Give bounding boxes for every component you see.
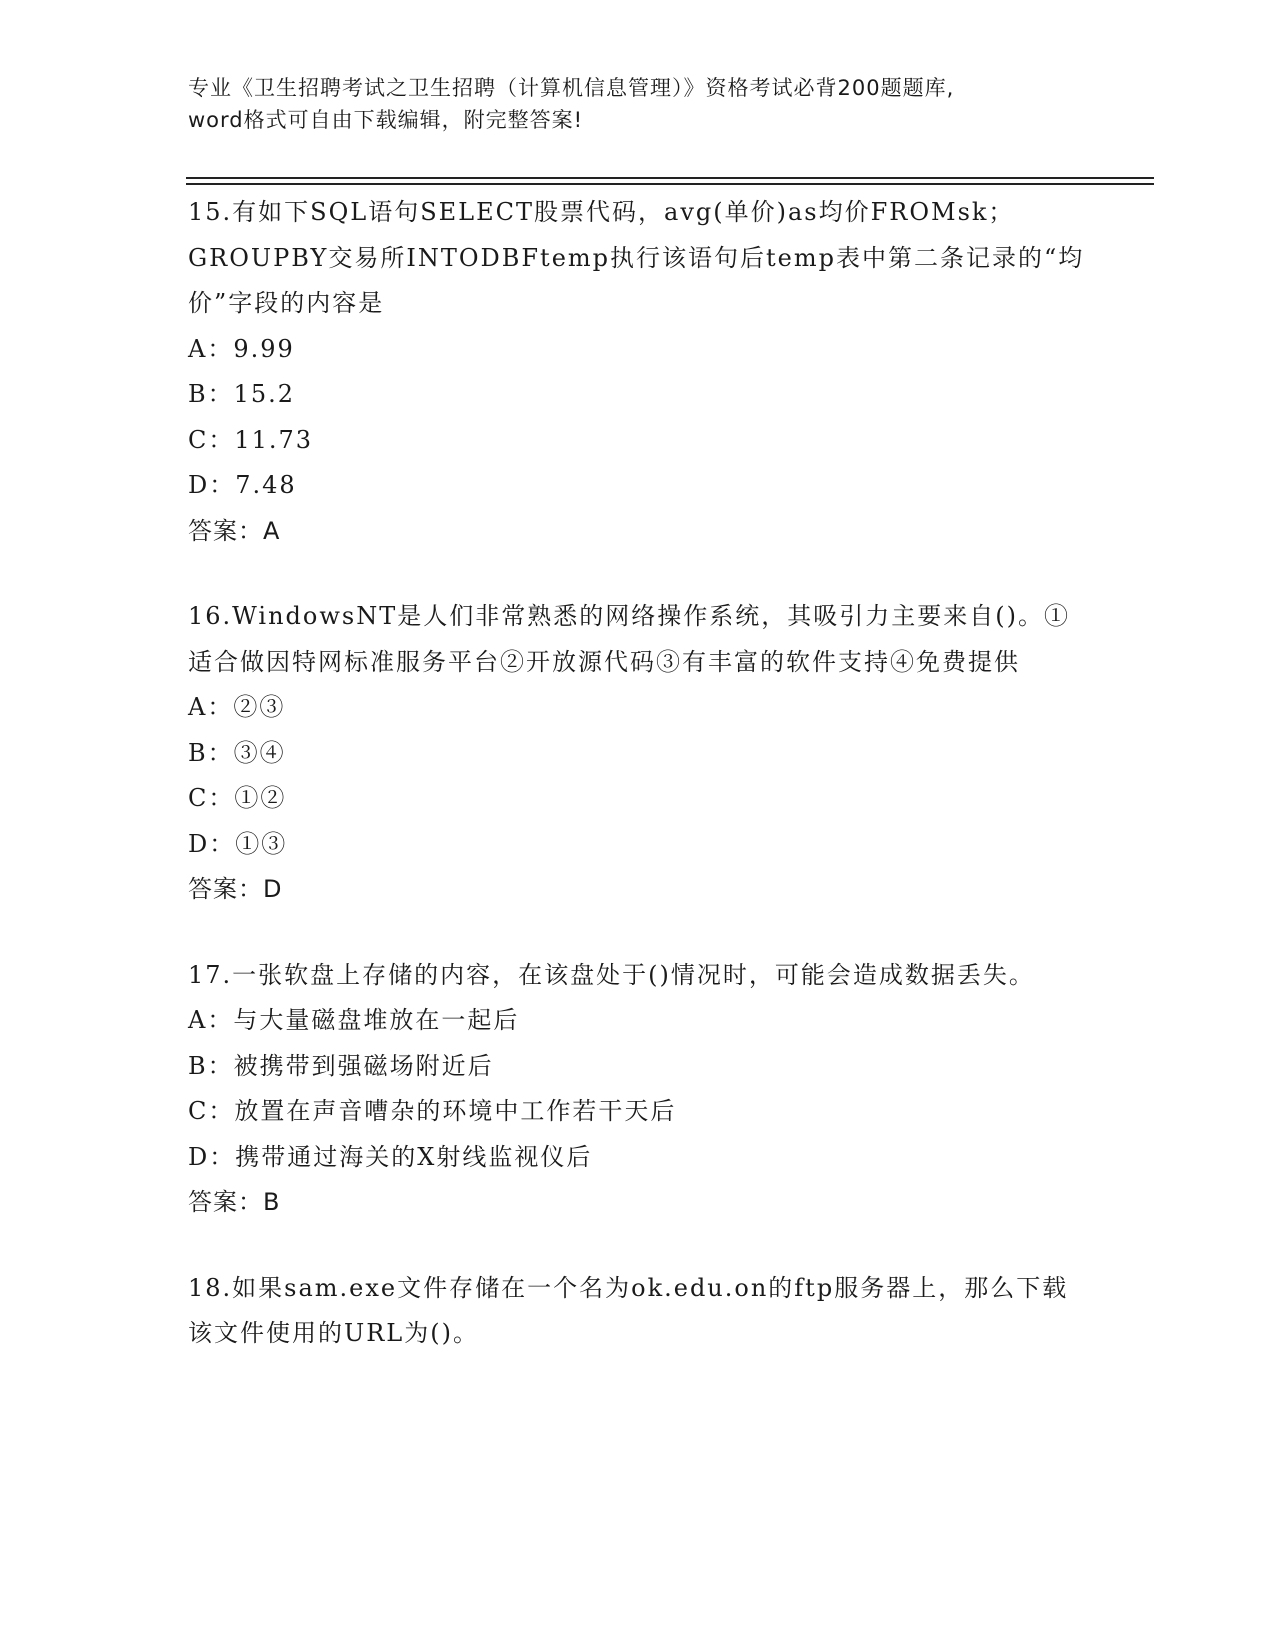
answer-line: 答案：B	[188, 1188, 281, 1216]
answer-line: 答案：A	[188, 516, 281, 545]
question-16	[188, 594, 1088, 913]
question-15	[188, 190, 1088, 554]
header-divider-bottom	[186, 183, 1154, 185]
document-header	[188, 72, 1088, 136]
header-divider-top	[186, 177, 1154, 179]
question-text: 18.如果sam.exe文件存储在一个名为ok.edu.on的ftp服务器上，那么下载该文件使用的URL为()。	[188, 1273, 1069, 1347]
question-text: 15.有如下SQL语句SELECT股票代码，avg(单价)as均价FROMsk；GROUPBY交易所INTODBFtemp执行该语句后temp表中第二条记录的“均价”字段的内容是	[188, 198, 1085, 317]
option-c: C：①②	[188, 784, 287, 812]
option-c: C：11.73	[188, 425, 314, 454]
option-d: D：7.48	[188, 471, 297, 499]
question-17	[188, 953, 1088, 1226]
answer-line: 答案：D	[188, 875, 283, 903]
header-title-line: 专业《卫生招聘考试之卫生招聘（计算机信息管理）》资格考试必背200题题库,	[188, 76, 955, 100]
option-c: C：放置在声音嘈杂的环境中工作若干天后	[188, 1097, 677, 1125]
question-list	[188, 190, 1088, 1397]
question-text: 17.一张软盘上存储的内容，在该盘处于()情况时，可能会造成数据丢失。	[188, 960, 1035, 989]
question-18	[188, 1266, 1088, 1357]
option-d: D：①③	[188, 829, 288, 858]
header-subtitle-line: word格式可自由下载编辑，附完整答案!	[188, 108, 584, 132]
option-b: B：③④	[188, 738, 286, 767]
option-b: B：被携带到强磁场附近后	[188, 1051, 494, 1080]
question-text: 16.WindowsNT是人们非常熟悉的网络操作系统，其吸引力主要来自()。①适合做因特网标准服务平台②开放源代码③有丰富的软件支持④免费提供	[188, 602, 1070, 676]
option-b: B：15.2	[188, 380, 296, 408]
option-a: A：9.99	[188, 334, 295, 363]
option-d: D：携带通过海关的X射线监视仪后	[188, 1142, 593, 1171]
option-a: A：与大量磁盘堆放在一起后	[188, 1006, 520, 1034]
option-a: A：②③	[188, 693, 286, 721]
